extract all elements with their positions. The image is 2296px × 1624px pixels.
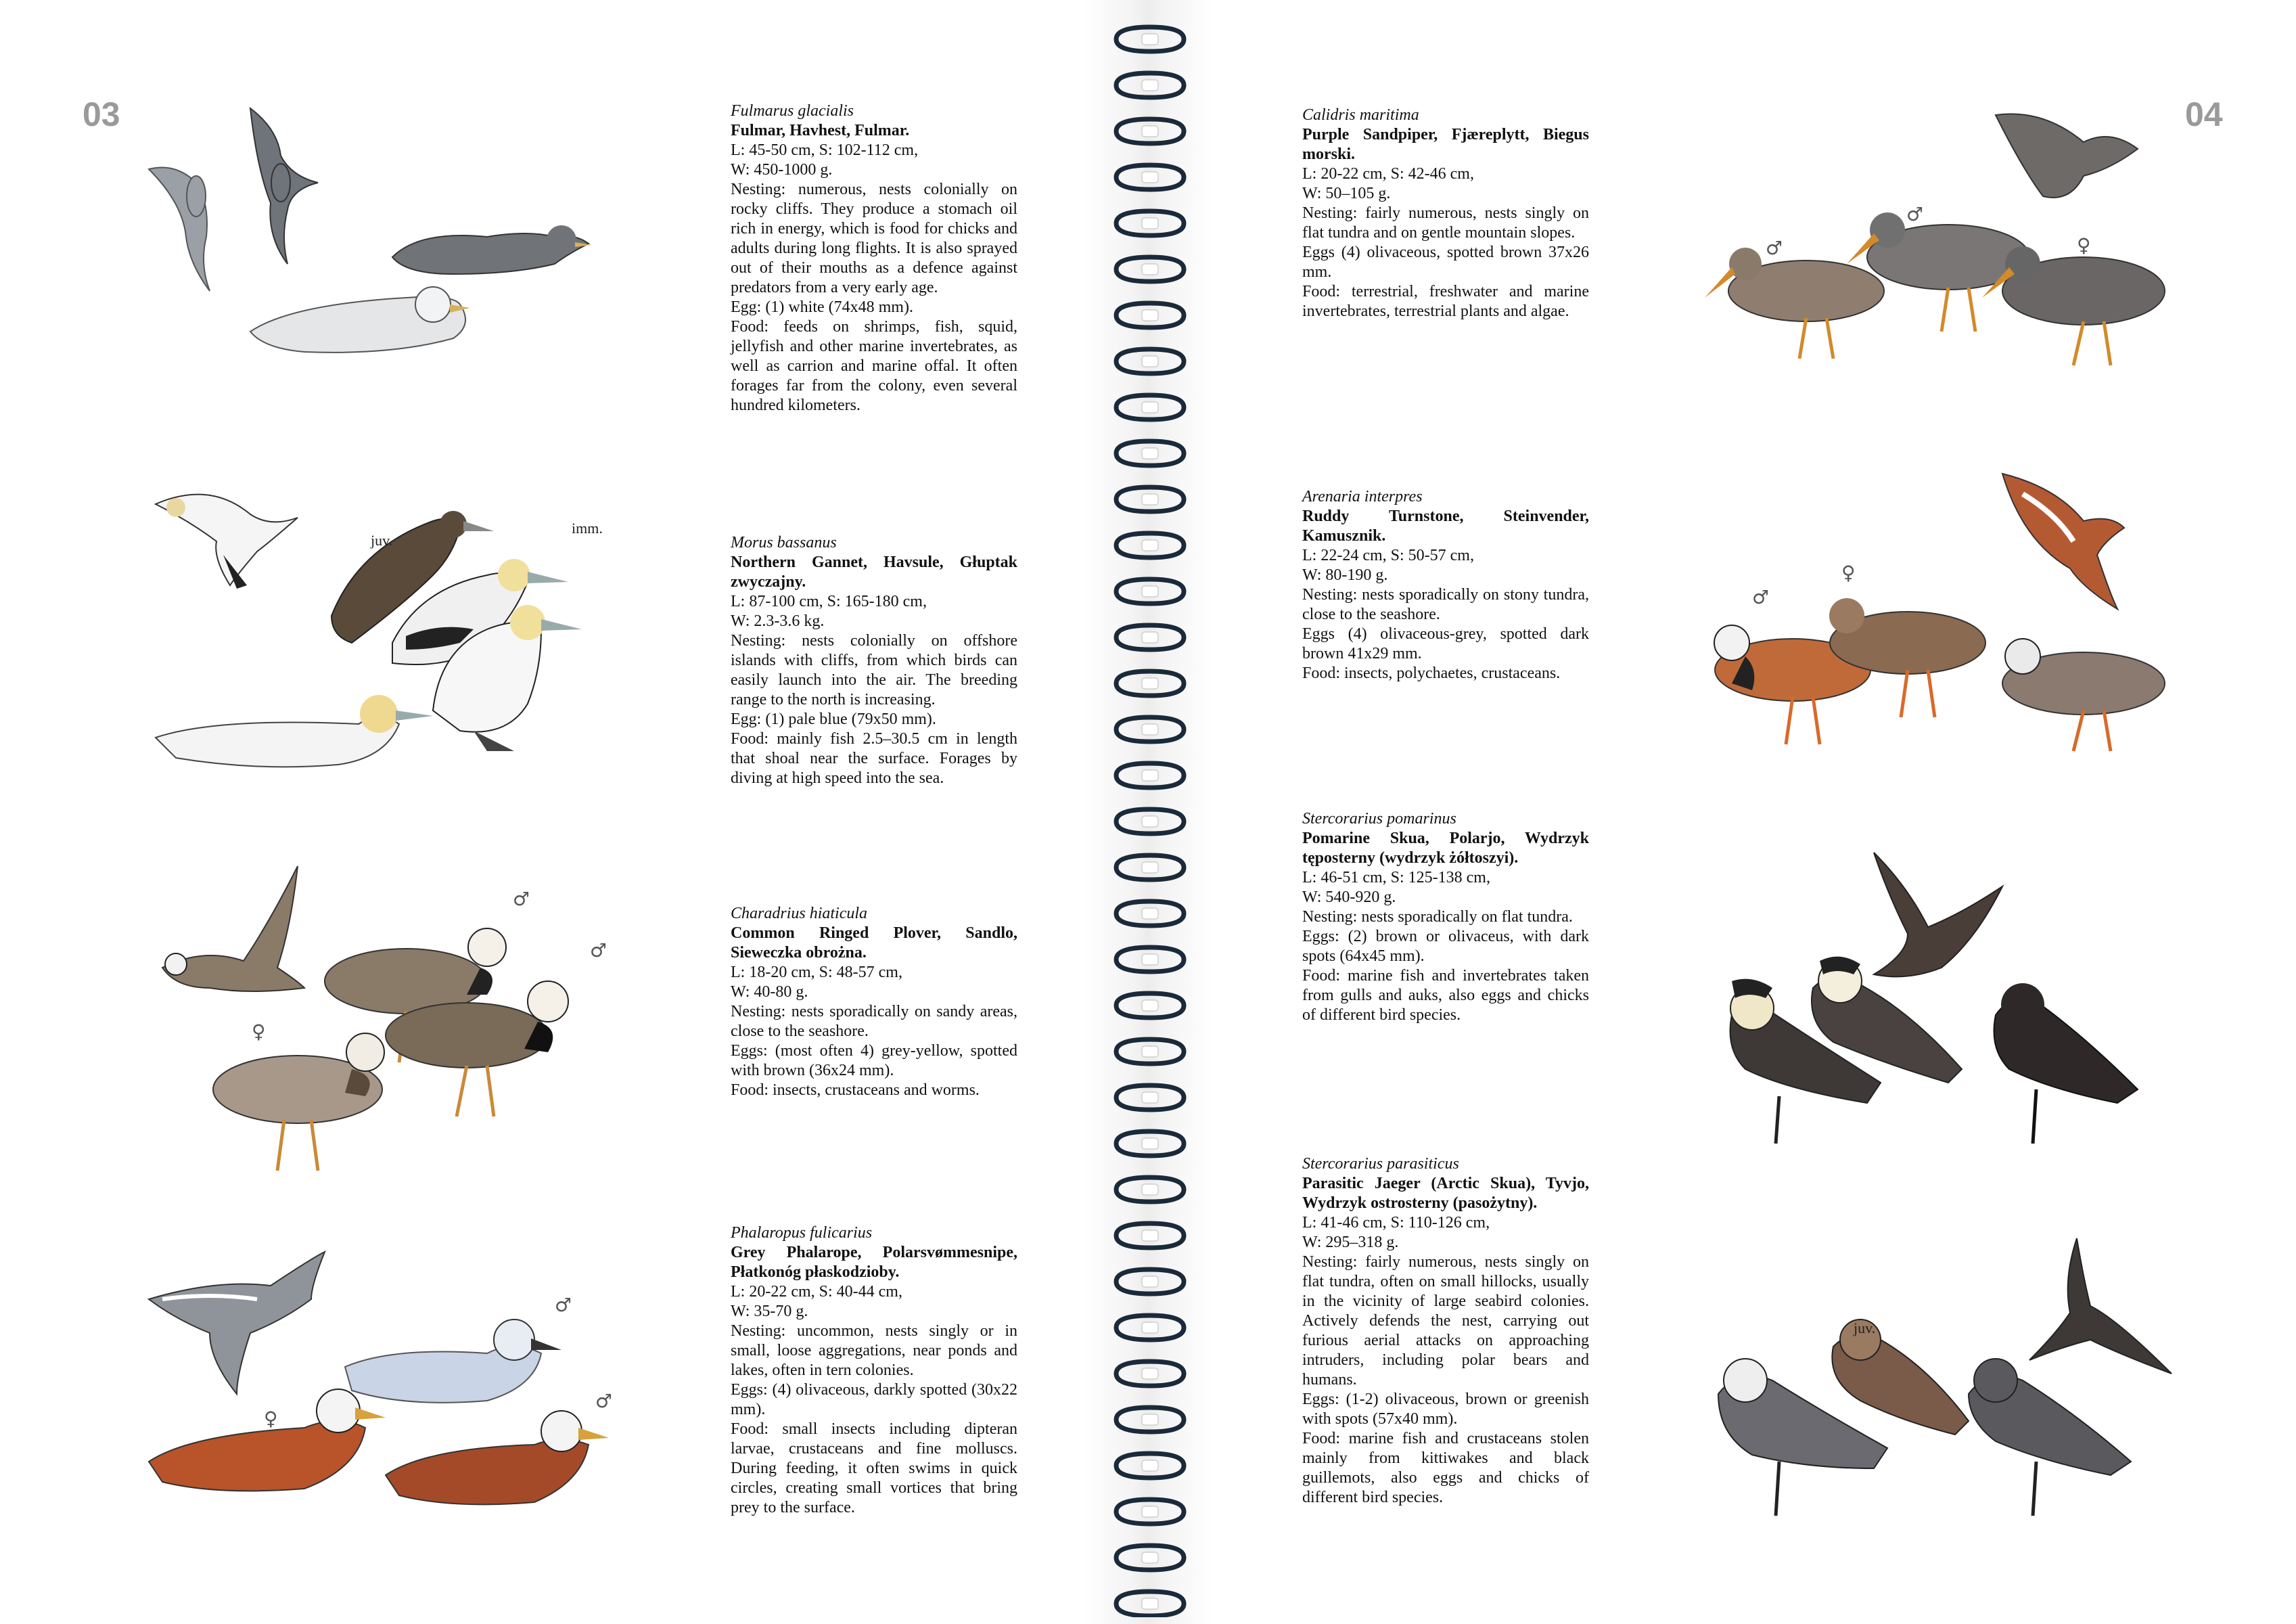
gannet-illustration xyxy=(135,440,622,805)
food: Food: mainly fish 2.5–30.5 cm in length that shoal near the surface. Forages by diving at high speed into the sea. xyxy=(731,730,1017,787)
spiral-ring xyxy=(1116,855,1184,880)
latin-name: Charadrius hiaticula xyxy=(731,905,868,922)
spiral-ring xyxy=(1116,901,1184,926)
spiral-ring xyxy=(1116,1592,1184,1616)
nesting: Nesting: nests sporadically on flat tundra. xyxy=(1302,908,1573,926)
bird-flying-icon xyxy=(156,495,298,589)
spiral-ring xyxy=(1116,533,1184,558)
common-name: Grey Phalarope, Polarsvømmesnipe, Płatkonóg płaskodzioby. xyxy=(731,1244,1017,1281)
nesting: Nesting: fairly numerous, nests singly on flat tundra, often on small hillocks, usually in the vicinity of large seabird colonies. Actively defends the nest, carrying out furious aerial attacks on approaching intruders, including polar bears and humans. xyxy=(1302,1253,1589,1389)
food: Food: insects, polychaetes, crustaceans. xyxy=(1302,664,1561,682)
bird-flying-icon xyxy=(149,1252,325,1394)
fulmar-illustration xyxy=(135,102,609,386)
bird-standing-icon xyxy=(1969,1359,2131,1516)
spiral-ring xyxy=(1116,809,1184,834)
label-juvenile: juv. xyxy=(371,532,393,549)
common-name: Purple Sandpiper, Fjæreplytt, Biegus morski. xyxy=(1302,126,1589,163)
bird-standing-icon xyxy=(1829,598,1985,717)
bird-standing-icon xyxy=(2002,639,2165,751)
bird-swimming-icon xyxy=(149,1389,386,1491)
common-name: Northern Gannet, Havsule, Głuptak zwyczajny. xyxy=(731,554,1017,591)
male-symbol: ♂ xyxy=(590,939,607,962)
grey-phalarope-illustration xyxy=(135,1238,622,1543)
spiral-ring xyxy=(1116,165,1184,189)
spiral-ring xyxy=(1116,1223,1184,1248)
spiral-ring xyxy=(1116,1177,1184,1202)
latin-name: Fulmarus glacialis xyxy=(731,102,854,120)
spiral-ring xyxy=(1116,441,1184,466)
ringed-plover-illustration xyxy=(149,859,622,1184)
latin-name: Arenaria interpres xyxy=(1302,488,1423,505)
bird-flying-icon xyxy=(149,168,210,292)
spiral-ring xyxy=(1116,717,1184,742)
weight: W: 80-190 g. xyxy=(1302,566,1388,584)
measurements: L: 18-20 cm, S: 48-57 cm, xyxy=(731,964,902,981)
spiral-ring xyxy=(1116,73,1184,97)
species-entry-ruddy-turnstone xyxy=(1302,487,1589,683)
species-entry-grey-phalarope xyxy=(731,1223,1017,1518)
spiral-ring xyxy=(1116,395,1184,420)
weight: W: 295–318 g. xyxy=(1302,1234,1399,1251)
eggs: Eggs: (2) brown or olivaceus, with dark spots (64x45 mm). xyxy=(1302,928,1589,965)
bird-swimming-icon xyxy=(386,1411,609,1504)
measurements: L: 20-22 cm, S: 40-44 cm, xyxy=(731,1283,902,1301)
spiral-ring xyxy=(1116,1085,1184,1110)
common-name: Pomarine Skua, Polarjo, Wydrzyk tęposterny (wydrzyk żółtoszyi). xyxy=(1302,830,1589,867)
spiral-ring xyxy=(1116,1131,1184,1156)
spiral-ring xyxy=(1116,1499,1184,1524)
pomarine-skua-illustration xyxy=(1705,846,2192,1164)
food: Food: marine fish and crustaceans stolen mainly from kittiwakes and black guillemots, also eggs and chicks of different bird species. xyxy=(1302,1430,1589,1506)
bird-flying-icon xyxy=(250,108,318,264)
female-symbol: ♀ xyxy=(252,1020,266,1043)
bird-standing-icon xyxy=(1982,246,2165,365)
spiral-ring xyxy=(1116,257,1184,281)
spiral-binding xyxy=(1109,20,1191,1617)
bird-flying-icon xyxy=(1996,114,2138,198)
nesting: Nesting: uncommon, nests singly or in small, loose aggregations, near ponds and lakes, often in tern colonies. xyxy=(731,1322,1017,1379)
nesting: Nesting: nests sporadically on sandy areas, close to the seashore. xyxy=(731,1003,1017,1040)
food: Food: insects, crustaceans and worms. xyxy=(731,1081,980,1099)
measurements: L: 41-46 cm, S: 110-126 cm, xyxy=(1302,1214,1490,1232)
spiral-ring xyxy=(1116,27,1184,51)
spiral-ring xyxy=(1116,579,1184,604)
spiral-ring xyxy=(1116,1315,1184,1340)
label-immature: imm. xyxy=(572,520,603,537)
parasitic-jaeger-illustration xyxy=(1698,1232,2192,1536)
spiral-ring xyxy=(1116,1039,1184,1064)
species-entry-parasitic-jaeger xyxy=(1302,1154,1589,1508)
bird-flying-icon xyxy=(2029,1238,2172,1374)
bird-swimming-icon xyxy=(392,225,592,274)
food: Food: feeds on shrimps, fish, squid, jellyfish and other marine invertebrates, as well as carrion and marine offal. It often forages far from the colony, even several hundred kilometers. xyxy=(731,318,1017,414)
species-entry-purple-sandpiper xyxy=(1302,106,1589,321)
eggs: Eggs (4) olivaceous-grey, spotted dark brown 41x29 mm. xyxy=(1302,625,1589,662)
common-name: Parasitic Jaeger (Arctic Skua), Tyvjo, Wydrzyk ostrosterny (pasożytny). xyxy=(1302,1175,1589,1212)
nesting: Nesting: fairly numerous, nests singly on flat tundra and on gentle mountain slopes. xyxy=(1302,204,1589,242)
bird-swimming-icon xyxy=(250,287,470,353)
food: Food: terrestrial, freshwater and marine invertebrates, terrestrial plants and algae. xyxy=(1302,283,1589,320)
weight: W: 2.3-3.6 kg. xyxy=(731,612,825,630)
female-symbol: ♀ xyxy=(264,1407,278,1430)
spiral-ring xyxy=(1116,1269,1184,1294)
spiral-ring xyxy=(1116,349,1184,374)
bird-flying-icon xyxy=(162,866,304,991)
male-symbol: ♂ xyxy=(555,1294,572,1316)
male-symbol: ♂ xyxy=(595,1390,613,1412)
nesting: Nesting: nests sporadically on stony tundra, close to the seashore. xyxy=(1302,586,1589,623)
food: Food: marine fish and invertebrates taken from gulls and auks, also eggs and chicks of different bird species. xyxy=(1302,967,1589,1024)
latin-name: Stercorarius parasiticus xyxy=(1302,1155,1459,1173)
species-entry-pomarine-skua xyxy=(1302,809,1589,1025)
latin-name: Calidris maritima xyxy=(1302,106,1419,124)
eggs: Egg: (1) pale blue (79x50 mm). xyxy=(731,710,936,728)
weight: W: 40-80 g. xyxy=(731,983,808,1001)
species-entry-fulmar xyxy=(731,102,1017,415)
spiral-ring xyxy=(1116,1546,1184,1570)
spiral-ring xyxy=(1116,1453,1184,1478)
latin-name: Stercorarius pomarinus xyxy=(1302,810,1456,828)
ruddy-turnstone-illustration xyxy=(1705,467,2192,765)
bird-standing-icon xyxy=(1994,983,2138,1144)
nesting: Nesting: nests colonially on offshore islands with cliffs, from which birds can easily launch into the air. The breeding range to the north is increasing. xyxy=(731,632,1017,708)
bird-swimming-icon xyxy=(156,695,433,767)
male-symbol: ♂ xyxy=(513,888,530,910)
spiral-ring xyxy=(1116,763,1184,788)
female-symbol: ♀ xyxy=(1841,562,1856,584)
weight: W: 50–105 g. xyxy=(1302,185,1391,202)
male-symbol: ♂ xyxy=(1752,586,1770,608)
common-name: Common Ringed Plover, Sandlo, Sieweczka obrożna. xyxy=(731,924,1017,962)
measurements: L: 22-24 cm, S: 50-57 cm, xyxy=(1302,547,1474,564)
spiral-ring xyxy=(1116,671,1184,696)
latin-name: Phalaropus fulicarius xyxy=(731,1224,873,1242)
weight: W: 450-1000 g. xyxy=(731,161,833,179)
bird-standing-icon xyxy=(1847,212,2029,332)
bird-flying-icon xyxy=(2002,474,2124,609)
spiral-ring xyxy=(1116,947,1184,972)
male-symbol: ♂ xyxy=(1906,203,1924,225)
bird-flying-icon xyxy=(1874,853,2002,976)
bird-standing-icon xyxy=(1705,248,1884,359)
weight: W: 35-70 g. xyxy=(731,1303,808,1320)
measurements: L: 45-50 cm, S: 102-112 cm, xyxy=(731,141,919,159)
measurements: L: 46-51 cm, S: 125-138 cm, xyxy=(1302,869,1490,886)
common-name: Fulmar, Havhest, Fulmar. xyxy=(731,122,910,139)
measurements: L: 87-100 cm, S: 165-180 cm, xyxy=(731,593,927,610)
bird-standing-icon xyxy=(1832,1320,1969,1435)
common-name: Ruddy Turnstone, Steinvender, Kamusznik. xyxy=(1302,508,1589,545)
bird-swimming-icon xyxy=(345,1320,561,1403)
spiral-ring xyxy=(1116,119,1184,143)
eggs: Eggs: (most often 4) grey-yellow, spotted with brown (36x24 mm). xyxy=(731,1042,1017,1079)
food: Food: small insects including dipteran larvae, crustaceans and fine molluscs. During feeding, it often swims in quick circles, creating small vortices that bring prey to the surface. xyxy=(731,1420,1017,1516)
spiral-ring xyxy=(1116,303,1184,328)
species-entry-gannet xyxy=(731,533,1017,788)
bird-standing-icon xyxy=(213,1033,384,1171)
spiral-ring xyxy=(1116,487,1184,512)
species-entry-ringed-plover xyxy=(731,904,1017,1100)
spiral-ring xyxy=(1116,1361,1184,1386)
label-juvenile: juv. xyxy=(1854,1320,1876,1336)
page-number-left: 03 xyxy=(83,95,120,133)
spiral-ring xyxy=(1116,993,1184,1018)
female-symbol: ♀ xyxy=(2077,234,2091,256)
weight: W: 540-920 g. xyxy=(1302,888,1396,906)
spiral-ring xyxy=(1116,211,1184,235)
spiral-ring xyxy=(1116,625,1184,650)
latin-name: Morus bassanus xyxy=(731,534,837,551)
spiral-ring xyxy=(1116,1407,1184,1432)
measurements: L: 20-22 cm, S: 42-46 cm, xyxy=(1302,165,1474,183)
eggs: Eggs (4) olivaceous, spotted brown 37x26 mm. xyxy=(1302,244,1589,281)
nesting: Nesting: numerous, nests colonially on rocky cliffs. They produce a stomach oil rich in energy, which is food for chicks and adults during long flights. It is also sprayed out of their mouths as a defence against predators from a very early age. xyxy=(731,181,1017,296)
male-symbol: ♂ xyxy=(1766,237,1783,259)
eggs: Egg: (1) white (74x48 mm). xyxy=(731,298,913,316)
page-number-right: 04 xyxy=(2185,95,2223,133)
eggs: Eggs: (4) olivaceous, darkly spotted (30x22 mm). xyxy=(731,1381,1017,1418)
eggs: Eggs: (1-2) olivaceous, brown or greenish with spots (57x40 mm). xyxy=(1302,1391,1589,1428)
